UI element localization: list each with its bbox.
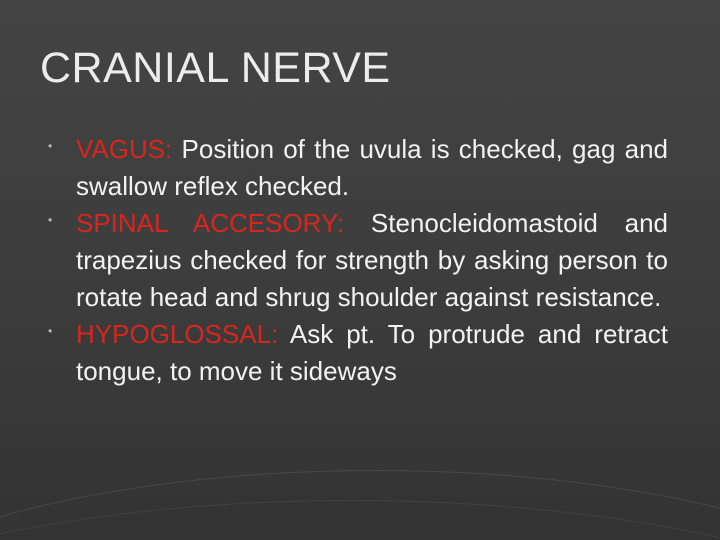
bullet-dot-icon: • — [48, 139, 53, 153]
bullet-label: HYPOGLOSSAL: — [76, 319, 279, 349]
bullet-list — [0, 131, 720, 390]
bullet-item-hypoglossal — [0, 316, 720, 390]
bullet-item-vagus — [0, 131, 720, 205]
bullet-label: SPINAL ACCESORY: — [76, 208, 345, 238]
decorative-arc — [0, 500, 720, 540]
bullet-body: Stenocleidomastoid and trapezius checked for strength by asking person to rotate head and shrug shoulder against resistance. — [76, 208, 668, 312]
bullet-dot-icon: • — [48, 324, 53, 338]
bullet-body: Ask pt. To protrude and retract tongue, to move it sideways — [76, 319, 668, 386]
bullet-body: Position of the uvula is checked, gag and swallow reflex checked. — [76, 134, 668, 201]
decorative-arc — [0, 470, 720, 540]
bullet-text — [76, 205, 668, 316]
bullet-text — [76, 316, 668, 390]
bullet-item-spinal-accesory — [0, 205, 720, 316]
bullet-text — [76, 131, 668, 205]
bullet-dot-icon: • — [48, 213, 53, 227]
bullet-label: VAGUS: — [76, 134, 173, 164]
slide-title: CRANIAL NERVE — [40, 44, 391, 92]
